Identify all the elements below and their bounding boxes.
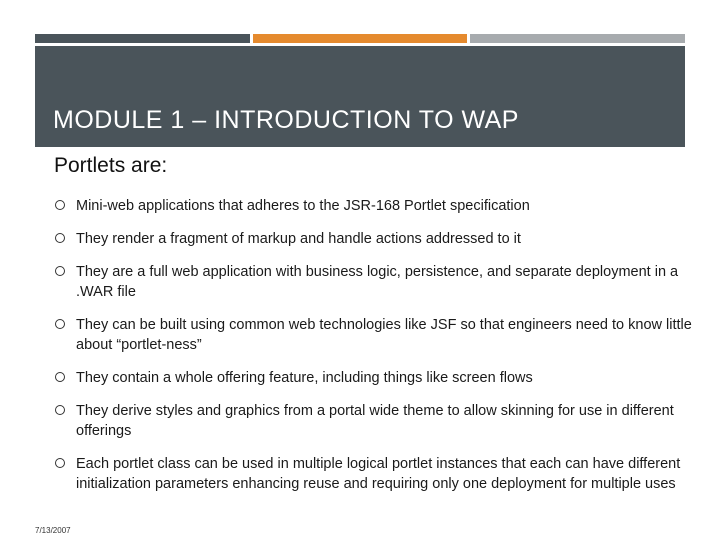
bullet-circle-icon (55, 200, 65, 210)
bullet-circle-icon (55, 266, 65, 276)
bullet-item (54, 196, 710, 216)
bullet-circle-icon (55, 372, 65, 382)
bullet-text: They can be built using common web technologies like JSF so that engineers need to know little about “portlet-ness” (76, 317, 692, 353)
accent-bar-dark (35, 34, 250, 43)
bullet-text: They contain a whole offering feature, including things like screen flows (76, 370, 533, 386)
bullet-item (54, 368, 710, 388)
title-band (35, 46, 685, 147)
slide-title: MODULE 1 – INTRODUCTION TO WAP (53, 106, 519, 134)
bullet-item (54, 401, 710, 441)
footer-date: 7/13/2007 (35, 526, 71, 535)
bullet-circle-icon (55, 405, 65, 415)
bullet-item (54, 262, 710, 302)
bullet-circle-icon (55, 319, 65, 329)
bullet-item (54, 315, 710, 355)
accent-bar-orange (253, 34, 467, 43)
bullet-item (54, 454, 710, 494)
bullet-circle-icon (55, 233, 65, 243)
bullet-circle-icon (55, 458, 65, 468)
bullet-item (54, 229, 710, 249)
accent-bar-gray (470, 34, 685, 43)
bullet-text: Mini-web applications that adheres to the JSR-168 Portlet specification (76, 198, 530, 214)
bullet-list (54, 196, 710, 507)
slide-subtitle: Portlets are: (54, 154, 168, 177)
bullet-text: They are a full web application with business logic, persistence, and separate deployment in a .WAR file (76, 264, 679, 300)
bullet-text: Each portlet class can be used in multiple logical portlet instances that each can have different initialization parameters enhancing reuse and requiring only one deployment for multiple uses (76, 456, 681, 492)
bullet-text: They derive styles and graphics from a portal wide theme to allow skinning for use in different offerings (76, 403, 674, 439)
bullet-text: They render a fragment of markup and handle actions addressed to it (76, 231, 521, 247)
